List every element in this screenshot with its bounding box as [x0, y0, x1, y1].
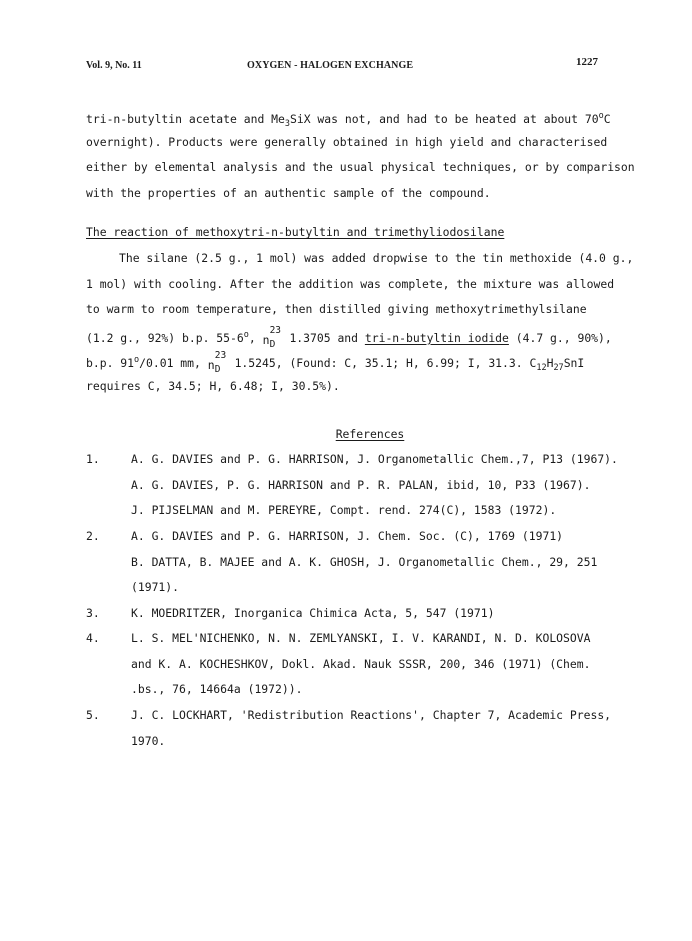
reference-text: B. DATTA, B. MAJEE and A. K. GHOSH, J. Organometallic Chem., 29, 251: [131, 554, 598, 569]
page-number: 1227: [576, 56, 598, 68]
nd-n: n: [262, 332, 270, 347]
nd-line: D: [269, 338, 276, 350]
text-line: [86, 325, 626, 351]
reference-number: 1.: [86, 452, 100, 467]
reference-row: [86, 603, 626, 629]
reference-number: 4.: [86, 631, 100, 646]
refractive-index-symbol: [207, 350, 228, 376]
text-run: SiX was not, and had to be heated at about 70: [290, 112, 599, 126]
procedure-paragraph: [86, 248, 634, 402]
superscript: o: [598, 111, 604, 121]
reference-row: [86, 475, 626, 501]
text-run: C: [603, 112, 611, 126]
text-line: [86, 350, 626, 376]
reference-number: 3.: [86, 605, 100, 620]
spacer: [86, 402, 626, 424]
reference-text: A. G. DAVIES and P. G. HARRISON, J. Organometallic Chem.,7, P13 (1967).: [131, 452, 618, 467]
article-body: [86, 106, 635, 756]
text-line: to warm to room temperature, then distilled giving methoxytrimethylsilane: [86, 302, 587, 317]
reference-row: [86, 526, 626, 552]
reference-text: K. MOEDRITZER, Inorganica Chimica Acta, 5, 547 (1971): [131, 605, 495, 620]
reference-row: [86, 628, 626, 654]
text-run: (4.7 g., 90%),: [508, 330, 612, 345]
reference-list: [86, 449, 626, 756]
section-heading: [86, 222, 626, 248]
volume-issue: Vol. 9, No. 11: [86, 60, 142, 71]
nd-temp: 23: [214, 350, 227, 362]
reference-number: 5.: [86, 708, 100, 723]
subscript: 27: [553, 363, 564, 374]
reference-row: [86, 577, 626, 603]
subscript: 3: [284, 119, 290, 129]
spacer: [86, 208, 626, 222]
text-run: H: [546, 356, 554, 371]
running-head: [86, 56, 600, 78]
reference-row: [86, 679, 626, 705]
intro-paragraph: [86, 106, 635, 208]
reference-row: [86, 731, 626, 757]
text-run: SnI: [563, 356, 585, 371]
reference-text: 1970.: [131, 733, 166, 748]
product-name: tri-n-butyltin iodide: [364, 330, 509, 345]
text-run: /0.01 mm,: [139, 356, 208, 371]
section-heading-text: The reaction of methoxytri-n-butyltin and trimethyliodosilane: [86, 225, 505, 240]
reference-row: [86, 449, 626, 475]
reference-number: 2.: [86, 528, 100, 543]
text-run: b.p. 91: [86, 356, 135, 371]
references-heading: [86, 424, 626, 450]
subscript: 12: [536, 363, 547, 374]
reference-row: [86, 654, 626, 680]
text-line: [86, 106, 626, 132]
reference-text: J. C. LOCKHART, 'Redistribution Reactions', Chapter 7, Academic Press,: [131, 708, 612, 723]
reference-row: [86, 500, 626, 526]
nd-temp: 23: [269, 324, 282, 336]
nd-line: D: [214, 364, 221, 376]
text-line: with the properties of an authentic sample of the compound.: [86, 185, 491, 200]
text-run: ,: [248, 330, 263, 345]
text-line: requires C, 34.5; H, 6.48; I, 30.5%).: [86, 378, 340, 393]
reference-text: L. S. MEL'NICHENKO, N. N. ZEMLYANSKI, I. V. KARANDI, N. D. KOLOSOVA: [131, 631, 591, 646]
text-line: either by elemental analysis and the usual physical techniques, or by comparison: [86, 160, 635, 175]
superscript: o: [243, 329, 249, 340]
reference-text: and K. A. KOCHESHKOV, Dokl. Akad. Nauk SSSR, 200, 346 (1971) (Chem.: [131, 656, 591, 671]
text-line: The silane (2.5 g., 1 mol) was added dropwise to the tin methoxide (4.0 g.,: [119, 250, 634, 265]
superscript: o: [134, 355, 140, 366]
running-title: OXYGEN - HALOGEN EXCHANGE: [247, 60, 414, 71]
reference-text: (1971).: [131, 580, 180, 595]
text-run: (1.2 g., 92%) b.p. 55-6: [86, 330, 244, 345]
nd-n: n: [207, 358, 215, 373]
reference-text: J. PIJSELMAN and M. PEREYRE, Compt. rend. 274(C), 1583 (1972).: [131, 503, 557, 518]
reference-text: A. G. DAVIES, P. G. HARRISON and P. R. PALAN, ibid, 10, P33 (1967).: [131, 477, 591, 492]
reference-text: .bs., 76, 14664a (1972)).: [131, 682, 303, 697]
reference-text: A. G. DAVIES and P. G. HARRISON, J. Chem. Soc. (C), 1769 (1971): [131, 528, 564, 543]
refractive-index-symbol: [262, 324, 283, 350]
text-run: 1.5245, (Found: C, 35.1; H, 6.99; I, 31.3. C: [234, 356, 537, 371]
text-line: overnight). Products were generally obtained in high yield and characterised: [86, 134, 608, 149]
reference-row: [86, 552, 626, 578]
references-heading-text: References: [335, 426, 405, 441]
text-line: 1 mol) with cooling. After the addition was complete, the mixture was allowed: [86, 276, 615, 291]
text-run: 1.3705 and: [289, 330, 365, 345]
text-run: tri-n-butyltin acetate and Me: [86, 112, 285, 126]
reference-row: [86, 705, 626, 731]
